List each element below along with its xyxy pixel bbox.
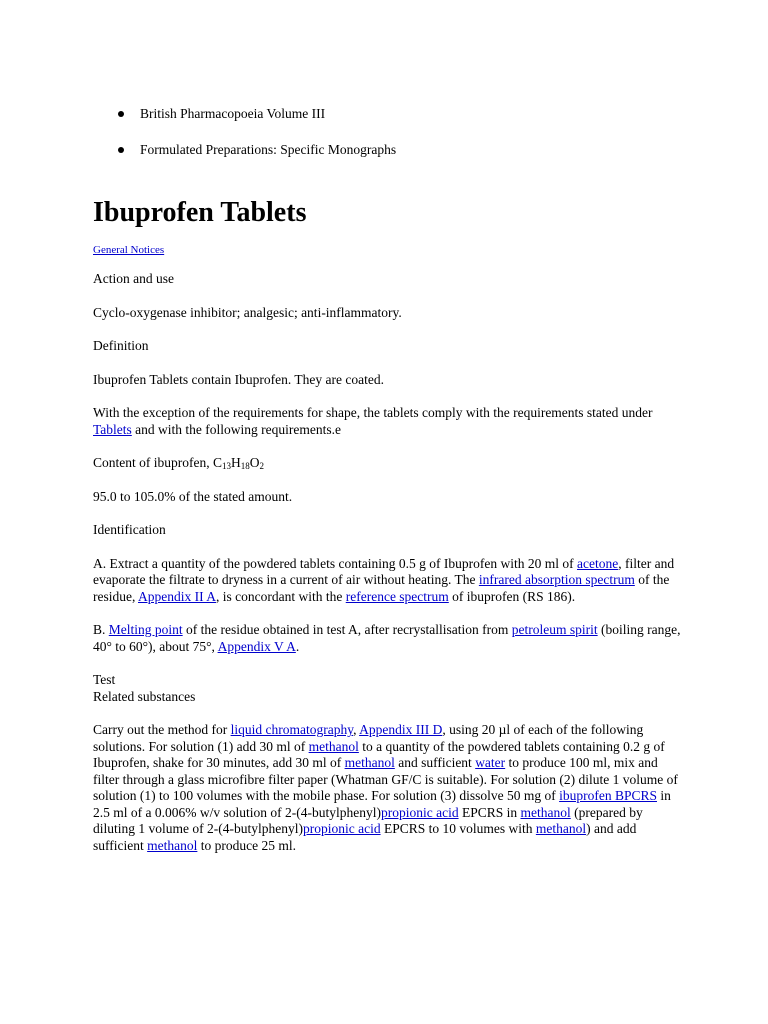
reference-spectrum-link[interactable]: reference spectrum — [345, 588, 449, 604]
text-span: H — [230, 455, 241, 470]
appendix-iii-d-link[interactable]: Appendix III D — [359, 722, 443, 737]
melting-point-link[interactable]: Melting point — [108, 622, 183, 637]
bullet-icon — [118, 147, 124, 153]
text-span: . — [295, 638, 300, 654]
subscript: 18 — [240, 461, 250, 471]
liquid-chromatography-link[interactable]: liquid chromatography — [230, 722, 354, 737]
definition-text: Ibuprofen Tablets contain Ibuprofen. They are coated. — [93, 371, 384, 387]
test-a-paragraph — [93, 556, 683, 606]
text-span: , filter and evaporate the filtrate to dryness in a current of air without heating. The — [93, 555, 675, 587]
test-b-paragraph — [93, 622, 683, 655]
text-span: of the residue, — [93, 572, 670, 604]
text-span: (prepared by diluting 1 volume of 2-(4-butylphenyl) — [93, 804, 643, 836]
ibuprofen-bpcrs-link[interactable]: ibuprofen BPCRS — [559, 788, 657, 803]
subscript: 13 — [221, 461, 231, 471]
propionic-acid-link[interactable]: propionic acid — [302, 821, 381, 836]
bullet-icon — [118, 111, 124, 117]
method-paragraph — [93, 722, 683, 854]
methanol-link[interactable]: methanol — [535, 821, 587, 836]
test-heading: Test — [93, 672, 116, 687]
text-span: in 2.5 ml of a 0.006% w/v solution of 2-(4-butylphenyl) — [93, 788, 671, 820]
general-notices-link[interactable]: General Notices — [93, 244, 165, 256]
text-span: EPCRS in — [458, 804, 521, 820]
text-span: , using 20 µl of each of the following solutions. For solution (1) add 30 ml of — [93, 722, 644, 754]
text-span: ) and add sufficient — [93, 821, 637, 853]
methanol-link[interactable]: methanol — [520, 804, 571, 820]
tablets-link[interactable]: Tablets — [93, 421, 132, 437]
text-span: , is concordant with the — [216, 588, 346, 604]
monograph-content — [93, 196, 683, 871]
content-heading — [93, 455, 683, 472]
action-text: Cyclo-oxygenase inhibitor; analgesic; anti-inflammatory. — [93, 304, 402, 320]
text-span: Carry out the method for — [93, 722, 231, 737]
text-span: to produce 100 ml, mix and filter through a glass microfibre filter paper (Whatman GF/C is suitable). For solution (2) dilute 1 volume of solution (1) to 100 volumes with the mobile phase. For solution (3) dissolve 50 mg of — [93, 755, 678, 803]
appendix-v-a-link[interactable]: Appendix V A — [217, 638, 296, 654]
text-span: of ibuprofen (RS 186). — [448, 588, 576, 604]
breadcrumb-list — [116, 106, 396, 178]
action-heading: Action and use — [93, 271, 174, 286]
text-span: O — [249, 455, 260, 470]
text-span: (boiling range, 40° to 60°), about 75°, — [93, 622, 681, 654]
text-span: , — [353, 722, 360, 737]
text-span: B. — [93, 622, 109, 637]
text-span: to a quantity of the powdered tablets containing 0.2 g of Ibuprofen, shake for 30 minutes, add 30 ml of — [93, 738, 665, 770]
text-span: of the residue obtained in test A, after recrystallisation from — [182, 622, 512, 637]
petroleum-spirit-link[interactable]: petroleum spirit — [511, 622, 598, 637]
water-link[interactable]: water — [475, 755, 506, 770]
subscript: 2 — [259, 461, 264, 471]
methanol-link[interactable]: methanol — [308, 738, 359, 754]
text-span: EPCRS to 10 volumes with — [380, 821, 536, 836]
general-notices — [93, 244, 683, 257]
page-title: Ibuprofen Tablets — [93, 197, 307, 228]
identification-heading: Identification — [93, 522, 166, 537]
infrared-spectrum-link[interactable]: infrared absorption spectrum — [478, 572, 635, 587]
propionic-acid-link[interactable]: propionic acid — [380, 804, 459, 820]
breadcrumb-label: British Pharmacopoeia Volume III — [140, 106, 326, 121]
breadcrumb-item — [116, 142, 396, 160]
text-span: to produce 25 ml. — [197, 837, 296, 853]
breadcrumb-item — [116, 106, 396, 124]
text-span: and sufficient — [394, 755, 476, 770]
breadcrumb-label: Formulated Preparations: Specific Monographs — [140, 142, 397, 157]
text-span: A. Extract a quantity of the powdered tablets containing 0.5 g of Ibuprofen with 20 ml of — [93, 555, 578, 571]
content-range: 95.0 to 105.0% of the stated amount. — [93, 488, 293, 504]
appendix-ii-a-link[interactable]: Appendix II A — [138, 588, 216, 604]
methanol-link[interactable]: methanol — [147, 837, 198, 853]
methanol-link[interactable]: methanol — [344, 755, 395, 770]
text-span: and with the following requirements.e — [131, 421, 341, 437]
acetone-link[interactable]: acetone — [577, 555, 619, 571]
text-span: Content of ibuprofen, C — [93, 455, 222, 470]
text-span: With the exception of the requirements for shape, the tablets comply with the requirements stated under — [93, 405, 653, 420]
exception-paragraph — [93, 405, 683, 438]
related-substances-heading: Related substances — [93, 688, 196, 704]
definition-heading: Definition — [93, 338, 149, 353]
